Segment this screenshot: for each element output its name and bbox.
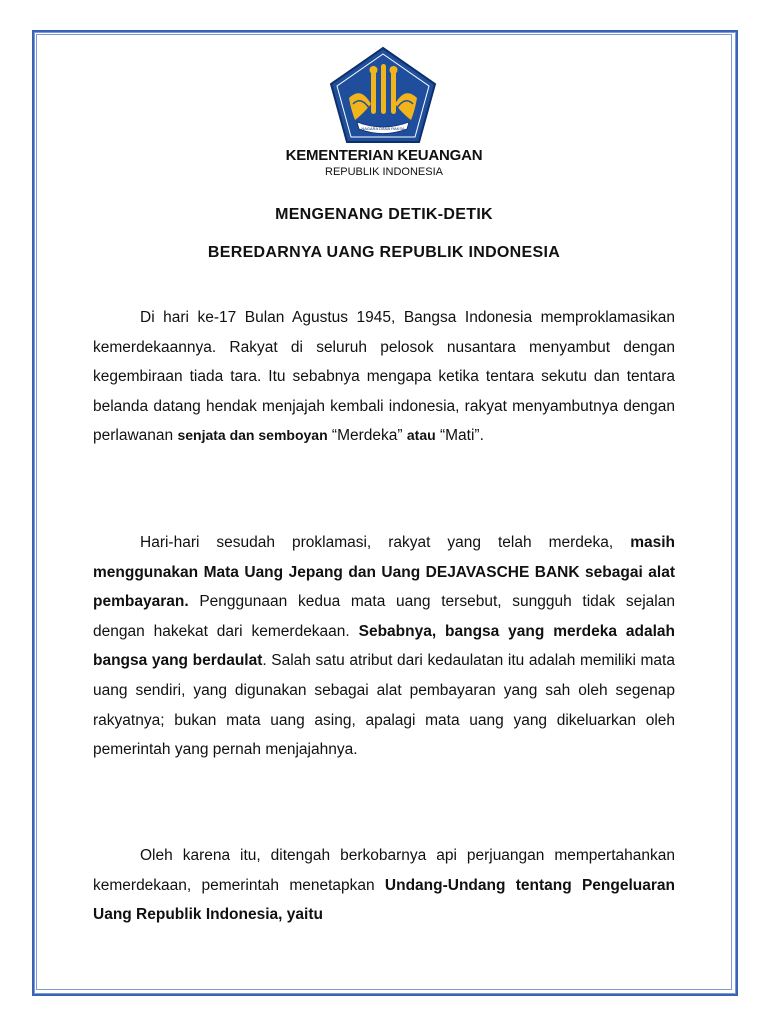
paragraph-1 [93,303,675,451]
paragraph-3-bold: Undang-Undang tentang Pengeluaran Uang Republik Indonesia, yaitu [93,876,675,924]
paragraph-1-text: “Mati”. [435,427,484,445]
paragraph-2-text: Hari-hari sesudah proklamasi, rakyat yang telah merdeka, [140,534,631,551]
paragraph-1-bold: atau [406,427,436,444]
paragraph-3 [93,841,675,930]
paragraph-2-bold: masih menggunakan Mata Uang Jepang dan Uang DEJAVASCHE BANK sebagai alat pembayaran. [93,534,675,611]
paragraph-1-bold: senjata dan semboyan [177,427,328,444]
org-subtitle: REPUBLIK INDONESIA [325,166,443,178]
paragraph-2-bold: Sebabnya, bangsa yang merdeka adalah bangsa yang berdaulat [93,622,675,670]
paragraph-2 [93,528,675,765]
org-name: KEMENTERIAN KEUANGAN [285,147,483,164]
paragraph-2-text: Penggunaan kedua mata uang tersebut, sungguh tidak sejalan dengan hakekat dari kemerdekaan. [93,593,675,640]
document-title-line1: MENGENANG DETIK-DETIK [275,206,493,223]
document-title-line2: BEREDARNYA UANG REPUBLIK INDONESIA [207,244,561,261]
svg-text:NAGARA DANA RAKSA: NAGARA DANA RAKSA [361,126,405,131]
kementerian-keuangan-emblem [327,46,439,146]
paragraph-3-text: Oleh karena itu, ditengah berkobarnya api perjuangan mempertahankan kemerdekaan, pemerintah menetapkan [93,847,675,894]
paragraph-1-text: Di hari ke-17 Bulan Agustus 1945, Bangsa Indonesia memproklamasikan kemerdekaannya. Rakyat di seluruh pelosok nusantara menyambut dengan kegembiraan tiada tara. Itu sebabnya mengapa ketika tentara sekutu dan tentara belanda datang hendak menjajah kembali indonesia, rakyat menyambutnya dengan perlawanan [93,309,675,445]
paragraph-1-text: “Merdeka” [327,427,407,445]
paragraph-2-text: . Salah satu atribut dari kedaulatan itu adalah memiliki mata uang sendiri, yang digunakan sebagai alat pembayaran yang sah oleh segenap rakyatnya; bukan mata uang asing, apalagi mata uang yang dikeluarkan oleh pemerintah yang pernah menjajahnya. [93,652,675,759]
